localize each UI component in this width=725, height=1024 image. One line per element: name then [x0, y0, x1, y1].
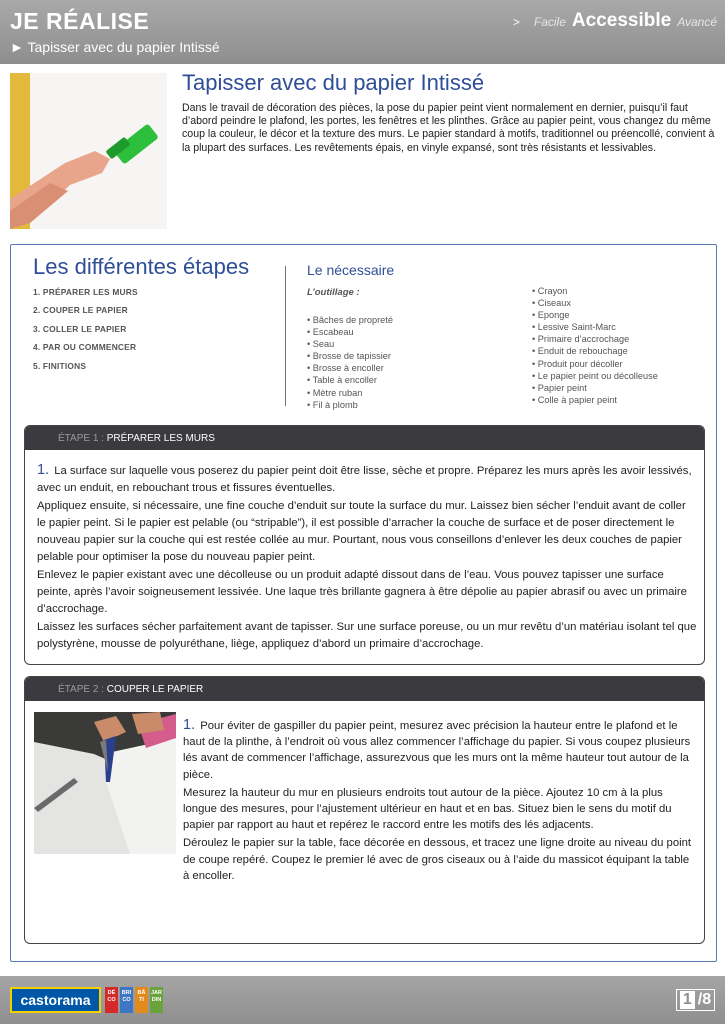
step-1-body — [37, 462, 697, 655]
list-item: • Table à encoller — [307, 375, 377, 386]
list-item: • Produit pour décoller — [532, 358, 623, 369]
step-2-box — [24, 676, 705, 944]
paragraph: Appliquez ensuite, si nécessaire, une fine couche d’enduit sur toute la surface du mur. Laissez bien sécher l’enduit avant de coller le papier peint. Si le papier est pelable (ou “stripable”), il est possible d’arracher la couche de surface et de poser directement le nouveau papier sur la couche qui est restée collée au mur. Pourtant, nous vous conseillons d’enlever les deux couches de papier pelable pour optimiser la pose du nouveau papier peint. — [37, 500, 686, 563]
category-chip-brico[interactable]: BRI CO — [120, 987, 133, 1013]
step-1-box — [24, 425, 705, 665]
paragraph — [183, 717, 698, 783]
page-footer — [0, 976, 725, 1024]
step-2-body — [183, 717, 698, 886]
category-chips — [105, 987, 163, 1013]
list-item: • Brosse de tapissier — [307, 351, 391, 362]
castorama-logo[interactable]: castorama — [10, 987, 101, 1013]
step-title: PRÉPARER LES MURS — [106, 433, 215, 444]
paragraph: Mesurez la hauteur du mur en plusieurs endroits tout autour de la pièce. Ajoutez 10 cm à la plus longue des mesures, pour l’ajustement ultérieur en haut et en bas. Situez bien le sens du motif du papier par rapport au haut et repérez le raccord entre les motifs des lés adjacents. — [183, 786, 672, 832]
list-item: • Mètre ruban — [307, 387, 363, 398]
list-item[interactable]: 3. COLLER LE PAPIER — [33, 323, 127, 334]
list-item: • Eponge — [532, 310, 570, 321]
page-header — [0, 0, 725, 64]
divider — [285, 266, 286, 406]
paragraph: Enlevez le papier existant avec une décolleuse ou un produit adapté dissout dans de l’eau. Vous pouvez tapisser une surface peinte, après l’avoir soigneusement lessivée. Une laque très brillante gagnera à être dépolie au papier abrasif ou avec un primaire d’accrochage. — [37, 569, 687, 615]
step-number: 1. — [183, 717, 196, 733]
category-chip-deco[interactable]: DÉ CO — [105, 987, 118, 1013]
list-item: • Lessive Saint-Marc — [532, 322, 616, 333]
arrow-icon: > — [512, 15, 520, 29]
paragraph: Laissez les surfaces sécher parfaitement avant de tapisser. Sur une surface poreuse, ou un mur revêtu d’un matériau isolant tel que polystyrène, mousse de polyuréthane, liège, appliquez d’abord un primaire d’accrochage. — [37, 621, 697, 651]
paragraph-text: La surface sur laquelle vous poserez du papier peint doit être lisse, sèche et propre. Préparez les murs après les avoir lessivés, avec un enduit, en rebouchant trous et fissures éventuelles. — [37, 465, 692, 494]
list-item: • Brosse à encoller — [307, 363, 384, 374]
page-total: /8 — [697, 991, 712, 1008]
step-number: 1. — [37, 462, 50, 478]
step-2-header — [25, 677, 704, 701]
list-item: • Escabeau — [307, 327, 354, 338]
steps-list — [33, 287, 138, 379]
list-item[interactable]: 4. PAR OU COMMENCER — [33, 342, 137, 353]
list-item[interactable]: 1. PRÉPARER LES MURS — [33, 287, 138, 297]
list-item: • Crayon — [532, 286, 568, 296]
list-item: • Seau — [307, 339, 335, 350]
step-2-photo — [34, 712, 176, 854]
step-label: ÉTAPE 2 : — [58, 684, 107, 695]
list-item: • Fil à plomb — [307, 399, 358, 410]
page-subtitle: ► Tapisser avec du papier Intissé — [10, 39, 220, 55]
list-item: • Enduit de rebouchage — [532, 346, 628, 357]
list-item: • Bâches de propreté — [307, 315, 393, 325]
level-advanced: Avancé — [677, 15, 717, 29]
tools-list-2 — [532, 286, 658, 407]
page-title: JE RÉALISE — [10, 8, 150, 34]
intro-text: Dans le travail de décoration des pièces, la pose du papier peint vient normalement en dernier, puisqu’il faut d’abord peindre le plafond, les portes, les fenêtres et les plinthes. Grâce au papier peint, vous changez du même coup la couleur, le décor et la texture des murs. Le papier standard à motifs, traditionnel ou préencollé, convient à la plupart des surfaces. Les revêtements épais, en vinyle expansé, sont très résistants et lessivables. — [182, 102, 715, 154]
level-accessible: Accessible — [571, 10, 672, 31]
tools-list-1 — [307, 315, 393, 412]
level-easy: Facile — [533, 15, 566, 29]
intro-photo — [10, 73, 167, 229]
paragraph — [37, 462, 697, 496]
paragraph: Déroulez le papier sur la table, face décorée en dessous, et tracez une ligne droite au niveau du point de coupe repéré. Coupez le premier lé avec de gros ciseaux ou à l’aide du massicot équipant la table à encoller. — [183, 837, 692, 882]
list-item: • Primaire d’accrochage — [532, 334, 630, 345]
outillage-label: L’outillage : — [307, 287, 360, 298]
necessaire-title: Le nécessaire — [307, 262, 395, 278]
step-label: ÉTAPE 1 : — [58, 433, 107, 444]
list-item: • Le papier peint ou décolleuse — [532, 370, 658, 381]
paragraph-text: Pour éviter de gaspiller du papier peint, mesurez avec précision la hauteur entre le plafond et le haut de la plinthe, à l’endroit où vous allez commencer l’affichage du papier. Si vous coupez plusieurs lés avant de commencer l’affichage, assurezvous que les murs ont la même hauteur tout autour de la pièce. — [183, 720, 691, 781]
list-item[interactable]: 2. COUPER LE PAPIER — [33, 305, 128, 316]
steps-title: Les différentes étapes — [33, 254, 250, 279]
list-item: • Papier peint — [532, 382, 587, 393]
category-chip-bati[interactable]: BÂ TI — [135, 987, 148, 1013]
list-item[interactable]: 5. FINITIONS — [33, 360, 87, 371]
list-item: • Colle à papier peint — [532, 394, 617, 405]
step-1-header — [25, 426, 704, 450]
step-title: COUPER LE PAPIER — [106, 684, 204, 695]
list-item: • Ciseaux — [532, 298, 571, 309]
difficulty-level — [513, 10, 717, 32]
page-indicator — [676, 989, 715, 1011]
intro-title: Tapisser avec du papier Intissé — [182, 70, 485, 95]
category-chip-jardin[interactable]: JAR DIN — [150, 987, 163, 1013]
page-current: 1 — [680, 991, 695, 1009]
